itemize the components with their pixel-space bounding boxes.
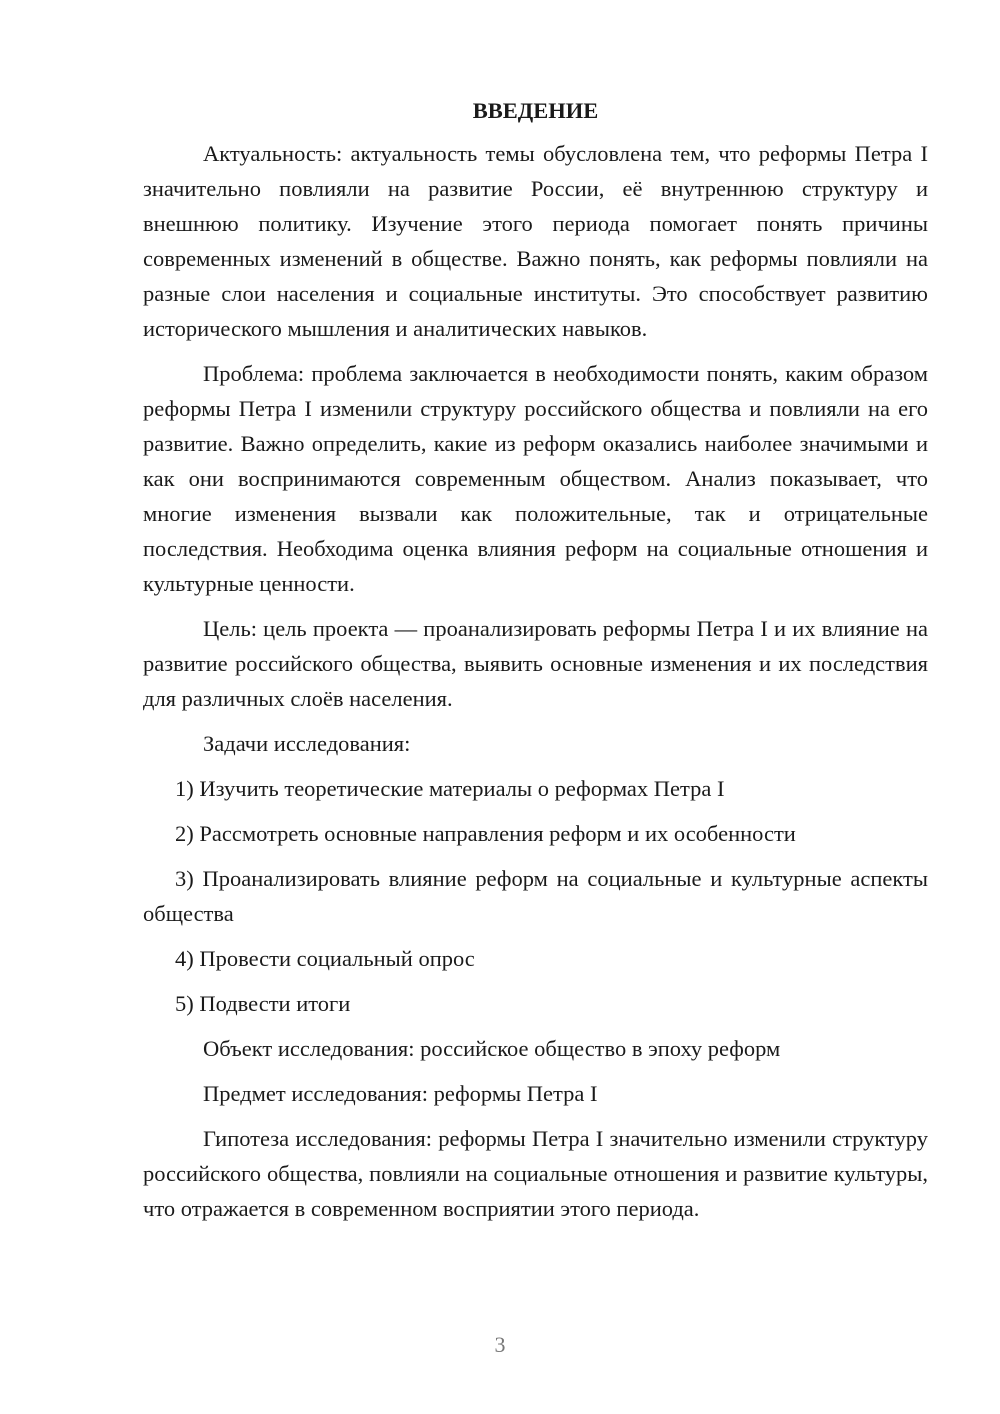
tasks-heading: Задачи исследования:	[203, 731, 411, 756]
task-item: 2) Рассмотреть основные направления реформ и их особенности	[175, 821, 796, 846]
task-item: 1) Изучить теоретические материалы о реформах Петра I	[175, 776, 725, 801]
subject-line: Предмет исследования: реформы Петра I	[203, 1081, 598, 1106]
page-title: ВВЕДЕНИЕ	[472, 98, 599, 123]
document-page	[143, 96, 928, 1236]
object-line: Объект исследования: российское общество в эпоху реформ	[203, 1036, 781, 1061]
tasks-list	[143, 771, 928, 1021]
hypothesis-paragraph: Гипотеза исследования: реформы Петра I значительно изменили структуру российского общества, повлияли на социальные отношения и развитие культуры, что отражается в современном восприятии этого периода.	[143, 1126, 928, 1221]
problem-paragraph: Проблема: проблема заключается в необходимости понять, каким образом реформы Петра I изменили структуру российского общества и повлияли на его развитие. Важно определить, какие из реформ оказались наиболее значимыми и как они воспринимаются современным обществом. Анализ показывает, что многие изменения вызвали как положительные, так и отрицательные последствия. Необходима оценка влияния реформ на социальные отношения и культурные ценности.	[143, 361, 928, 596]
task-item: 4) Провести социальный опрос	[175, 946, 475, 971]
goal-paragraph: Цель: цель проекта — проанализировать реформы Петра I и их влияние на развитие российского общества, выявить основные изменения и их последствия для различных слоёв населения.	[143, 616, 928, 711]
page-number: 3	[494, 1332, 506, 1357]
relevance-paragraph: Актуальность: актуальность темы обусловлена тем, что реформы Петра I значительно повлияли на развитие России, её внутреннюю структуру и внешнюю политику. Изучение этого периода помогает понять причины современных изменений в обществе. Важно понять, как реформы повлияли на разные слои населения и социальные институты. Это способствует развитию исторического мышления и аналитических навыков.	[143, 141, 928, 341]
task-item: 3) Проанализировать влияние реформ на социальные и культурные аспекты общества	[143, 866, 928, 926]
task-item: 5) Подвести итоги	[175, 991, 351, 1016]
